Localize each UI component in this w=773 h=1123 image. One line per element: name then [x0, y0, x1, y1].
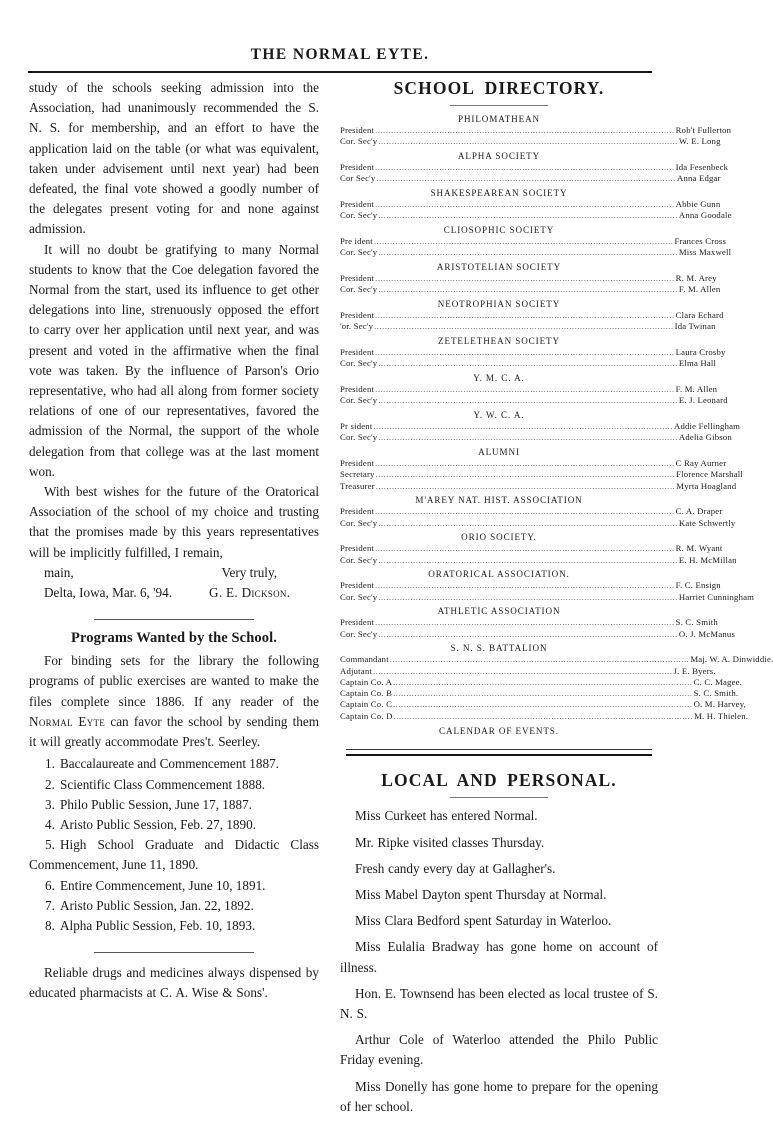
- directory-person: Adelia Gibson: [678, 432, 732, 443]
- directory-person: Anna Goodale: [678, 210, 732, 221]
- directory-row: [340, 124, 732, 136]
- list-item-number: 2.: [45, 776, 55, 792]
- directory-group-name: SHAKESPEAREAN SOCIETY: [430, 188, 568, 198]
- list-item-label: Entire Commencement, June 10, 1891.: [60, 877, 266, 893]
- directory-role: Cor. Sec'y: [340, 284, 378, 295]
- directory-row: [340, 272, 717, 284]
- directory-row: [340, 432, 732, 443]
- directory-row: [340, 699, 747, 710]
- directory-row: [340, 136, 721, 147]
- directory-person: S. C. Smith.: [693, 688, 739, 699]
- directory-row: [340, 665, 716, 677]
- directory-person: Maj. W. A. Dinwiddie.: [690, 654, 773, 665]
- directory-role: Cor Sec'y: [340, 173, 376, 184]
- list-item: [29, 896, 319, 916]
- directory-person: Myrta Hoagland: [676, 480, 737, 491]
- directory-group-name: ALUMNI: [478, 447, 520, 457]
- directory-role: 'or. Sec'y: [340, 321, 374, 332]
- article-paragraph: It will no doubt be gratifying to many Normal students to know that the Coe delegation favored the Normal from the start, used its influence to get other delegations into line, strenuously opposed the effort to carry over her application until next year, and was present and voted in the affirmative when the final vote was taken. By the influence of Parson's Orio representative, who had all along from former society relations of one of our representatives, favored the admission of the Normal, the support of the whole delegation from that college was at the last moment won.: [29, 241, 319, 479]
- dot-leader: ................................................................................................................: [393, 677, 693, 687]
- directory-group-name: ATHLETIC ASSOCIATION: [437, 606, 561, 617]
- school-directory-list: [340, 114, 773, 736]
- dot-leader: ................................................................................................................: [393, 711, 694, 721]
- calendar-of-events-heading: CALENDAR OF EVENTS.: [439, 725, 559, 736]
- two-column-layout: [0, 78, 773, 1123]
- letter-author: G. E. Dickson.: [209, 585, 291, 601]
- directory-person: W. E. Long: [678, 136, 721, 147]
- directory-person: O. J. McManus: [678, 628, 736, 639]
- school-directory-heading: SCHOOL DIRECTORY.: [393, 78, 605, 98]
- list-item-label: Scientific Class Commencement 1888.: [60, 776, 266, 792]
- local-item: Miss Curkeet has entered Normal.: [355, 808, 538, 824]
- article-paragraph: With best wishes for the future of the Oratorical Association of the school of my choice and trusting that the promises made by this years representatives will be implicitly fulfilled, I remain,: [29, 484, 319, 560]
- dot-leader: ................................................................................................................: [375, 162, 675, 172]
- directory-group-name: Y. W. C. A.: [473, 410, 525, 420]
- directory-person: C. C. Magee.: [693, 676, 743, 687]
- page-title: THE NORMAL EYTE.: [250, 46, 430, 63]
- directory-row: [340, 173, 721, 184]
- directory-person: Rob't Fullerton: [675, 124, 732, 135]
- dot-leader: ................................................................................................................: [378, 211, 678, 221]
- programs-intro-text-a: For binding sets for the library the following programs of public exercises are wanted to make the files complete since 1886. If any reader of the: [29, 653, 319, 709]
- dot-leader: ................................................................................................................: [375, 384, 675, 394]
- letter-place-date: Delta, Iowa, Mar. 6, '94.: [44, 585, 172, 601]
- letter-signature-line: [29, 583, 319, 603]
- local-item: Miss Eulalia Bradway has gone home on account of illness.: [340, 939, 658, 975]
- list-item-number: 8.: [45, 917, 55, 933]
- directory-role: Cor. Sec'y: [340, 210, 378, 221]
- directory-person: E. J. Leonard: [678, 395, 728, 406]
- directory-person: Anna Edgar: [676, 173, 721, 184]
- dot-leader: ................................................................................................................: [373, 666, 673, 676]
- programs-wanted-heading: Programs Wanted by the School.: [71, 630, 277, 647]
- directory-group-name: ARISTOTELIAN SOCIETY: [436, 262, 562, 272]
- directory-group-name: PHILOMATHEAN: [457, 114, 541, 124]
- directory-row: [340, 210, 732, 221]
- directory-person: E. H. McMillan: [678, 554, 737, 565]
- dot-leader: ................................................................................................................: [375, 458, 675, 468]
- directory-person: F. M. Allen: [678, 284, 721, 295]
- directory-group-name: CLIOSOPHIC SOCIETY: [443, 225, 555, 235]
- directory-role: Secretary: [340, 469, 375, 480]
- directory-role: President: [340, 161, 375, 172]
- dot-leader: ................................................................................................................: [375, 481, 676, 491]
- directory-person: Ida Twinan: [674, 321, 716, 332]
- directory-role: Treasurer: [340, 480, 375, 491]
- directory-person: C Ray Aurner: [675, 457, 727, 468]
- directory-row: [340, 543, 723, 554]
- dot-leader: ................................................................................................................: [375, 581, 675, 591]
- directory-person: Harriet Cunningham: [678, 591, 755, 602]
- local-item: Miss Clara Bedford spent Saturday in Waterloo.: [355, 913, 612, 929]
- list-item-number: 7.: [45, 897, 55, 913]
- directory-role: President: [340, 580, 375, 591]
- directory-row: [340, 580, 721, 591]
- local-item: Arthur Cole of Waterloo attended the Philo Public Friday evening.: [340, 1032, 658, 1068]
- heading-underline-rule: [450, 797, 548, 798]
- directory-group-name: M'AREY NAT. HIST. ASSOCIATION: [415, 495, 583, 506]
- directory-row: [340, 383, 718, 395]
- list-item: [29, 754, 319, 774]
- directory-row: [340, 628, 736, 640]
- local-item: Miss Donelly has gone home to prepare for the opening of her school.: [340, 1078, 658, 1114]
- list-item-label: Alpha Public Session, Feb. 10, 1893.: [60, 917, 256, 933]
- directory-person: Kate Schwertly: [678, 517, 736, 528]
- section-double-divider: [346, 749, 652, 756]
- directory-row: [340, 309, 724, 321]
- dot-leader: ................................................................................................................: [378, 137, 678, 147]
- directory-role: Cor. Sec'y: [340, 358, 378, 369]
- masthead-divider: [28, 71, 652, 73]
- local-and-personal-heading: LOCAL AND PERSONAL.: [381, 770, 617, 791]
- directory-role: Cor. Sec'y: [340, 591, 378, 602]
- directory-row: [340, 198, 721, 210]
- dot-leader: ................................................................................................................: [374, 322, 674, 332]
- directory-row: [340, 395, 728, 406]
- list-item-label: Philo Public Session, June 17, 1887.: [60, 796, 252, 812]
- directory-role: Cor. Sec'y: [340, 136, 378, 147]
- directory-role: Cor. Sec'y: [340, 247, 378, 258]
- dot-leader: ................................................................................................................: [375, 347, 675, 357]
- dot-leader: ................................................................................................................: [375, 544, 675, 554]
- directory-group-name: ORIO SOCIETY.: [461, 532, 537, 543]
- directory-role: President: [340, 617, 375, 628]
- list-item-number: 1.: [45, 756, 55, 772]
- directory-group-name: S. N. S. BATTALION: [450, 643, 548, 654]
- dot-leader: ................................................................................................................: [393, 700, 693, 710]
- letter-closing-phrase: Very truly,: [221, 564, 277, 580]
- list-item-number: 5.: [45, 837, 55, 853]
- dot-leader: ................................................................................................................: [375, 618, 675, 628]
- list-item-label: Aristo Public Session, Jan. 22, 1892.: [60, 897, 254, 913]
- directory-person: Ida Fesenbeck: [675, 161, 729, 172]
- section-divider: [94, 952, 254, 953]
- dot-leader: ................................................................................................................: [378, 629, 678, 639]
- local-item: Fresh candy every day at Gallagher's.: [355, 860, 556, 876]
- directory-row: [340, 480, 737, 492]
- list-item-label: Aristo Public Session, Feb. 27, 1890.: [60, 816, 256, 832]
- directory-row: [340, 617, 718, 628]
- directory-person: F. M. Allen: [675, 383, 718, 394]
- list-item-label: High School Graduate and Didactic Class Commencement, June 11, 1890.: [29, 837, 319, 873]
- left-column: [0, 78, 332, 1004]
- directory-role: Captain Co. B: [340, 688, 393, 699]
- directory-person: Frances Cross: [674, 235, 727, 246]
- local-and-personal-items: [340, 806, 658, 1117]
- list-item: [29, 795, 319, 815]
- dot-leader: ................................................................................................................: [373, 421, 673, 431]
- advertisement-paragraph: Reliable drugs and medicines always dispensed by educated pharmacists at C. A. Wise & Sons'.: [29, 965, 319, 1001]
- dot-leader: ................................................................................................................: [373, 236, 674, 246]
- dot-leader: ................................................................................................................: [375, 125, 675, 135]
- directory-row: [340, 517, 736, 529]
- letter-closing-line: [29, 563, 319, 583]
- dot-leader: ................................................................................................................: [393, 689, 693, 699]
- directory-row: [340, 688, 739, 699]
- dot-leader: ................................................................................................................: [375, 470, 676, 480]
- directory-person: R. M. Wyant: [675, 543, 723, 554]
- dot-leader: ................................................................................................................: [389, 655, 690, 665]
- directory-row: [340, 420, 741, 432]
- directory-person: S. C. Smith: [675, 617, 718, 628]
- directory-role: Pr sident: [340, 420, 373, 431]
- directory-row: [340, 469, 743, 480]
- article-paragraph: study of the schools seeking admission into the Association, had unanimously recommended the S. N. S. for membership, and an effort to have the application laid on the table (or what was equivalent, taken under advisement until next year) had been defeated, the final vote showed a goodly number of the delegates present voting for and none against admission.: [29, 80, 319, 237]
- directory-group-name: ORATORICAL ASSOCIATION.: [428, 569, 570, 580]
- directory-row: [340, 346, 726, 358]
- letter-closing-continuation: main,: [44, 564, 74, 580]
- directory-person: Addie Fellingham: [673, 420, 741, 431]
- directory-role: Captain Co. D: [340, 710, 393, 721]
- directory-person: Clara Echard: [675, 309, 724, 320]
- directory-person: O. M. Harvey,: [693, 699, 747, 710]
- local-item: Miss Mabel Dayton spent Thursday at Normal.: [355, 887, 607, 902]
- normal-eyte-smallcaps: Normal Eyte: [29, 713, 106, 729]
- directory-group-name: ALPHA SOCIETY: [457, 151, 541, 161]
- directory-role: Adjutant: [340, 665, 373, 676]
- directory-row: [340, 676, 743, 688]
- list-item: [29, 916, 319, 936]
- directory-person: Florence Marshall: [676, 469, 743, 480]
- directory-group-name: Y. M. C. A.: [473, 373, 525, 383]
- local-item: Mr. Ripke visited classes Thursday.: [355, 834, 545, 850]
- directory-role: Captain Co. A: [340, 676, 393, 687]
- directory-row: [340, 710, 749, 722]
- dot-leader: ................................................................................................................: [378, 518, 678, 528]
- programs-wanted-list: [29, 754, 319, 936]
- directory-row: [340, 457, 727, 469]
- dot-leader: ................................................................................................................: [375, 273, 675, 283]
- list-item-number: 3.: [45, 796, 55, 812]
- directory-row: [340, 554, 737, 566]
- directory-row: [340, 358, 717, 369]
- directory-person: M. H. Thielen.: [694, 710, 749, 721]
- local-item: Hon. E. Townsend has been elected as local trustee of S. N. S.: [340, 985, 658, 1022]
- directory-row: [340, 591, 755, 603]
- directory-role: Captain Co. C: [340, 699, 393, 710]
- directory-group-name: NEOTROPHIAN SOCIETY: [437, 299, 561, 309]
- directory-role: President: [340, 198, 375, 209]
- directory-person: C. A. Draper: [675, 506, 723, 517]
- dot-leader: ................................................................................................................: [378, 433, 678, 443]
- programs-intro-text-b: can favor the school by sending them it will greatly accommodate Pres't. Seerley.: [29, 713, 319, 750]
- directory-row: [340, 161, 729, 173]
- dot-leader: ................................................................................................................: [378, 592, 678, 602]
- directory-person: Abbie Gunn: [675, 198, 721, 209]
- list-item-label: Baccalaureate and Commencement 1887.: [60, 756, 279, 772]
- directory-role: Cor. Sec'y: [340, 517, 378, 528]
- directory-person: Elma Hall: [678, 358, 717, 369]
- directory-row: [340, 506, 723, 517]
- directory-person: Laura Crosby: [675, 346, 726, 357]
- directory-role: President: [340, 543, 375, 554]
- list-item-number: 6.: [45, 877, 55, 893]
- list-item: [29, 835, 319, 875]
- dot-leader: ................................................................................................................: [375, 310, 675, 320]
- dot-leader: ................................................................................................................: [378, 555, 678, 565]
- directory-role: President: [340, 346, 375, 357]
- programs-intro-paragraph: [29, 651, 319, 752]
- directory-person: Miss Maxwell: [678, 247, 732, 258]
- directory-person: F. C. Ensign: [675, 580, 721, 591]
- dot-leader: ................................................................................................................: [376, 174, 676, 184]
- heading-underline-rule: [450, 105, 548, 106]
- directory-row: [340, 235, 727, 247]
- dot-leader: ................................................................................................................: [375, 507, 675, 517]
- list-item: [29, 876, 319, 896]
- directory-row: [340, 321, 716, 332]
- list-item: [29, 815, 319, 835]
- directory-person: J. E. Byers.: [673, 665, 716, 676]
- directory-row: [340, 284, 721, 295]
- list-item: [29, 775, 319, 795]
- directory-role: President: [340, 309, 375, 320]
- directory-role: President: [340, 457, 375, 468]
- dot-leader: ................................................................................................................: [378, 285, 678, 295]
- list-item-number: 4.: [45, 816, 55, 832]
- directory-role: Cor. Sec'y: [340, 432, 378, 443]
- right-column: [332, 78, 773, 1123]
- dot-leader: ................................................................................................................: [378, 396, 678, 406]
- directory-role: President: [340, 383, 375, 394]
- directory-role: President: [340, 506, 375, 517]
- directory-role: Cor. Sec'y: [340, 628, 378, 639]
- directory-role: Cor. Sec'y: [340, 554, 378, 565]
- directory-person: R. M. Arey: [675, 272, 717, 283]
- directory-row: [340, 654, 773, 665]
- directory-role: Pre ident: [340, 235, 373, 246]
- directory-role: Commandant: [340, 654, 389, 665]
- directory-row: [340, 247, 732, 258]
- section-divider: [94, 619, 254, 620]
- dot-leader: ................................................................................................................: [375, 199, 675, 209]
- dot-leader: ................................................................................................................: [378, 248, 678, 258]
- directory-role: President: [340, 272, 375, 283]
- directory-group-name: ZETELETHEAN SOCIETY: [438, 336, 560, 346]
- directory-role: President: [340, 124, 375, 135]
- directory-role: Cor. Sec'y: [340, 395, 378, 406]
- dot-leader: ................................................................................................................: [378, 359, 678, 369]
